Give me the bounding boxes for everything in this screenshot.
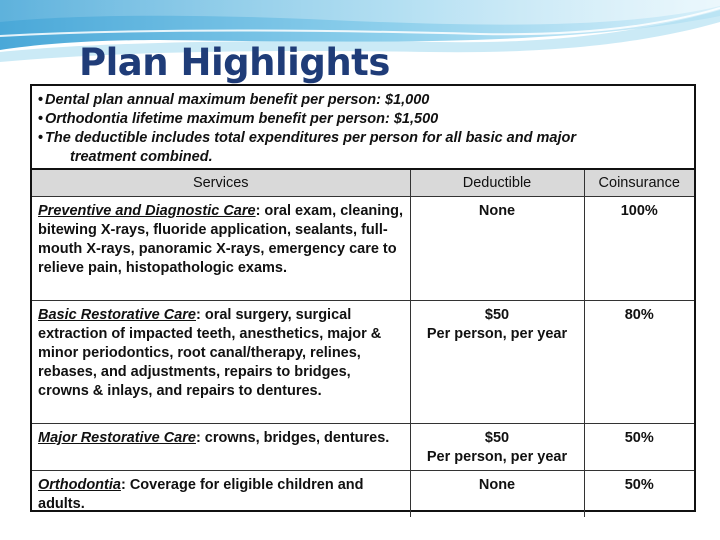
deductible-cell <box>410 301 584 424</box>
service-name: Basic Restorative Care <box>38 307 196 323</box>
deductible-cell <box>410 471 584 518</box>
plan-highlights-box <box>30 84 696 512</box>
service-description: : oral exam, cleaning, bitewing X-rays, fluoride application, sealants, full-mouth X-rays, panoramic X-rays, emergency care to relieve pain, histopathologic exams. <box>38 203 404 276</box>
deductible-amount: None <box>478 477 516 493</box>
benefits-table <box>32 170 694 517</box>
bullet-text: The deductible includes total expenditures per person for all basic and major <box>45 130 576 146</box>
coinsurance-cell: 100% <box>584 197 694 301</box>
bullet-continuation: treatment combined. <box>70 149 213 165</box>
table-row <box>32 301 694 424</box>
header-deductible: Deductible <box>410 170 584 197</box>
bullet-text: Dental plan annual maximum benefit per person: $1,000 <box>45 92 430 108</box>
table-header-row <box>32 170 694 197</box>
deductible-cell <box>410 197 584 301</box>
service-description: : Coverage for eligible children and adults. <box>38 477 364 512</box>
bullet-item <box>38 110 688 129</box>
service-cell <box>32 301 410 424</box>
coinsurance-cell: 50% <box>584 424 694 471</box>
deductible-amount: $50 <box>484 307 510 323</box>
deductible-amount: None <box>478 203 516 219</box>
table-row <box>32 424 694 471</box>
service-cell <box>32 197 410 301</box>
bullet-item <box>38 91 688 110</box>
service-name: Preventive and Diagnostic Care <box>38 203 256 219</box>
header-coinsurance: Coinsurance <box>584 170 694 197</box>
deductible-note: Per person, per year <box>426 449 568 465</box>
table-row <box>32 471 694 518</box>
bullet-text: Orthodontia lifetime maximum benefit per person: $1,500 <box>45 111 439 127</box>
coinsurance-cell: 50% <box>584 471 694 518</box>
service-description: : crowns, bridges, dentures. <box>195 430 390 446</box>
service-cell <box>32 471 410 518</box>
slide-title: Plan Highlights <box>79 41 390 84</box>
deductible-amount: $50 <box>484 430 510 446</box>
deductible-cell <box>410 424 584 471</box>
coinsurance-cell: 80% <box>584 301 694 424</box>
benefit-bullets <box>32 86 694 170</box>
bullet-item <box>38 129 688 167</box>
service-cell <box>32 424 410 471</box>
table-row <box>32 197 694 301</box>
deductible-note: Per person, per year <box>426 326 568 342</box>
service-name: Major Restorative Care <box>38 430 196 446</box>
header-services: Services <box>32 170 410 197</box>
service-description: : oral surgery, surgical extraction of impacted teeth, anesthetics, major & minor periodontics, root canal/therapy, relines, rebases, and adjustments, repairs to bridges, crowns & inlays, and repairs to dentures. <box>38 307 382 399</box>
service-name: Orthodontia <box>38 477 121 493</box>
